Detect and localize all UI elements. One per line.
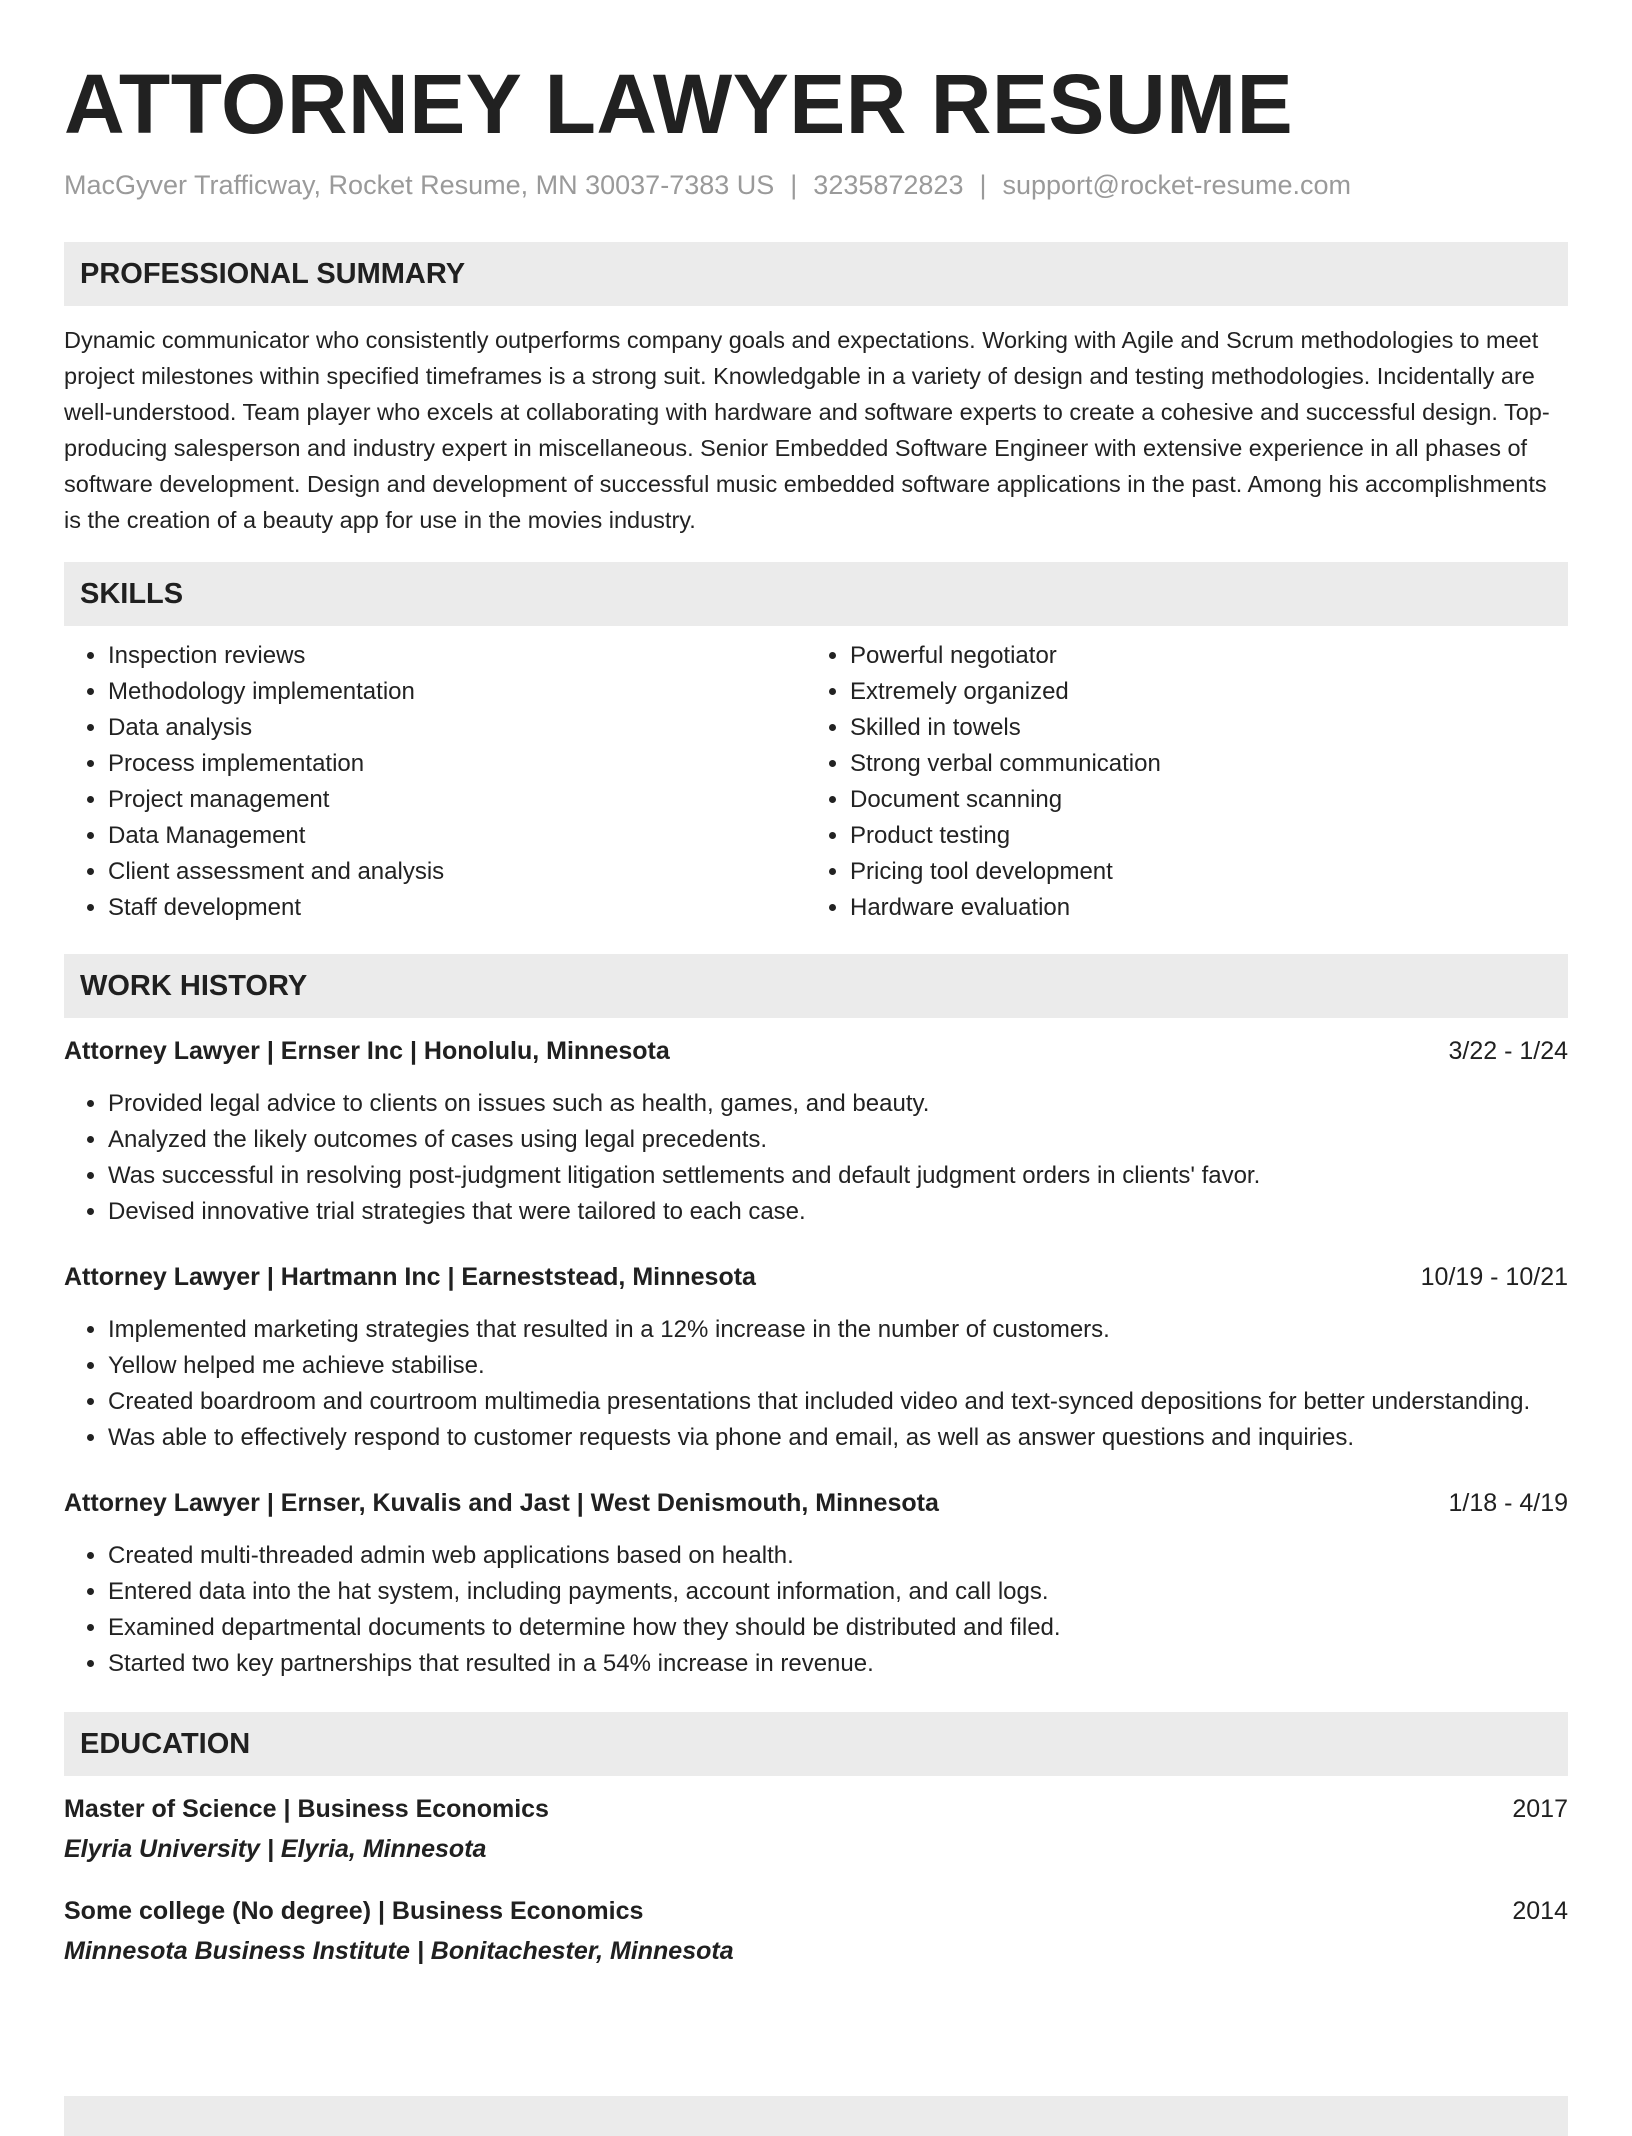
skill-item: • Process implementation (108, 746, 806, 782)
skill-item: • Strong verbal communication (850, 746, 1568, 782)
job-entry (64, 1486, 1568, 1682)
job-title: Attorney Lawyer | Ernser, Kuvalis and Jast | West Denismouth, Minnesota (64, 1489, 939, 1517)
summary-section (64, 242, 1568, 538)
skill-item: • Skilled in towels (850, 710, 1568, 746)
contact-separator: | (790, 170, 798, 200)
job-dates: 1/18 - 4/19 (1448, 1489, 1568, 1517)
contact-address: MacGyver Trafficway, Rocket Resume, MN 30037-7383 US (64, 170, 775, 200)
work-history-section (64, 954, 1568, 1682)
job-header (64, 1034, 1568, 1068)
education-school: Elyria University | Elyria, Minnesota (64, 1835, 487, 1863)
job-header (64, 1486, 1568, 1520)
skill-item: • Powerful negotiator (850, 638, 1568, 674)
skills-list-right (806, 638, 1568, 926)
job-bullets (64, 1538, 1568, 1682)
job-bullet: • Yellow helped me achieve stabilise. (108, 1348, 1568, 1384)
next-section-heading (64, 2096, 1568, 2136)
skills-columns (64, 638, 1568, 926)
education-section (64, 1712, 1568, 1968)
job-dates: 10/19 - 10/21 (1420, 1263, 1568, 1291)
job-bullet: • Implemented marketing strategies that resulted in a 12% increase in the number of customers. (108, 1312, 1568, 1348)
skill-item: • Staff development (108, 890, 806, 926)
job-entry (64, 1034, 1568, 1230)
skills-section (64, 562, 1568, 926)
education-degree: Some college (No degree) | Business Economics (64, 1897, 644, 1925)
skill-item: • Data analysis (108, 710, 806, 746)
education-heading: EDUCATION (64, 1712, 1568, 1776)
education-school: Minnesota Business Institute | Bonitachester, Minnesota (64, 1937, 734, 1965)
skill-item: • Inspection reviews (108, 638, 806, 674)
job-bullet: • Examined departmental documents to determine how they should be distributed and filed. (108, 1610, 1568, 1646)
job-bullet: • Was successful in resolving post-judgment litigation settlements and default judgment orders in clients' favor. (108, 1158, 1568, 1194)
contact-separator: | (979, 170, 987, 200)
education-entry (64, 1894, 1568, 1968)
job-bullet: • Created multi-threaded admin web applications based on health. (108, 1538, 1568, 1574)
job-entry (64, 1260, 1568, 1456)
job-bullet: • Was able to effectively respond to customer requests via phone and email, as well as answer questions and inquiries. (108, 1420, 1568, 1456)
job-bullet: • Created boardroom and courtroom multimedia presentations that included video and text-synced depositions for better understanding. (108, 1384, 1568, 1420)
resume-title: ATTORNEY LAWYER RESUME (64, 57, 1294, 151)
contact-email: support@rocket-resume.com (1002, 170, 1352, 200)
summary-text: Dynamic communicator who consistently outperforms company goals and expectations. Working with Agile and Scrum methodologies to meet project milestones within specified timeframes is a strong suit. Knowledgable in a variety of design and testing methodologies. Incidentally are well-understood. Team player who excels at collaborating with hardware and software experts to create a cohesive and successful design. Top-producing salesperson and industry expert in miscellaneous. Senior Embedded Software Engineer with extensive experience in all phases of software development. Design and development of successful music embedded software applications in the past. Among his accomplishments is the creation of a beauty app for use in the movies industry. (64, 327, 1550, 533)
job-bullet: • Provided legal advice to clients on issues such as health, games, and beauty. (108, 1086, 1568, 1122)
job-bullet: • Started two key partnerships that resulted in a 54% increase in revenue. (108, 1646, 1568, 1682)
job-bullet: • Analyzed the likely outcomes of cases using legal precedents. (108, 1122, 1568, 1158)
skill-item: • Client assessment and analysis (108, 854, 806, 890)
job-bullets (64, 1086, 1568, 1230)
skill-item: • Hardware evaluation (850, 890, 1568, 926)
education-degree: Master of Science | Business Economics (64, 1795, 549, 1823)
contact-line (64, 168, 1568, 202)
skill-item: • Methodology implementation (108, 674, 806, 710)
job-bullet: • Devised innovative trial strategies that were tailored to each case. (108, 1194, 1568, 1230)
skills-list-left (64, 638, 806, 926)
education-year: 2017 (1512, 1795, 1568, 1823)
skill-item: • Project management (108, 782, 806, 818)
skill-item: • Document scanning (850, 782, 1568, 818)
education-year: 2014 (1512, 1897, 1568, 1925)
job-dates: 3/22 - 1/24 (1448, 1037, 1568, 1065)
skills-heading: SKILLS (64, 562, 1568, 626)
skill-item: • Extremely organized (850, 674, 1568, 710)
education-header (64, 1792, 1568, 1826)
skill-item: • Product testing (850, 818, 1568, 854)
contact-phone: 3235872823 (813, 170, 964, 200)
skill-item: • Data Management (108, 818, 806, 854)
job-bullets (64, 1312, 1568, 1456)
job-title: Attorney Lawyer | Hartmann Inc | Earneststead, Minnesota (64, 1263, 756, 1291)
job-bullet: • Entered data into the hat system, including payments, account information, and call logs. (108, 1574, 1568, 1610)
education-entry (64, 1792, 1568, 1866)
summary-heading: PROFESSIONAL SUMMARY (64, 242, 1568, 306)
job-title: Attorney Lawyer | Ernser Inc | Honolulu, Minnesota (64, 1037, 670, 1065)
skill-item: • Pricing tool development (850, 854, 1568, 890)
job-header (64, 1260, 1568, 1294)
education-header (64, 1894, 1568, 1928)
work-history-heading: WORK HISTORY (64, 954, 1568, 1018)
